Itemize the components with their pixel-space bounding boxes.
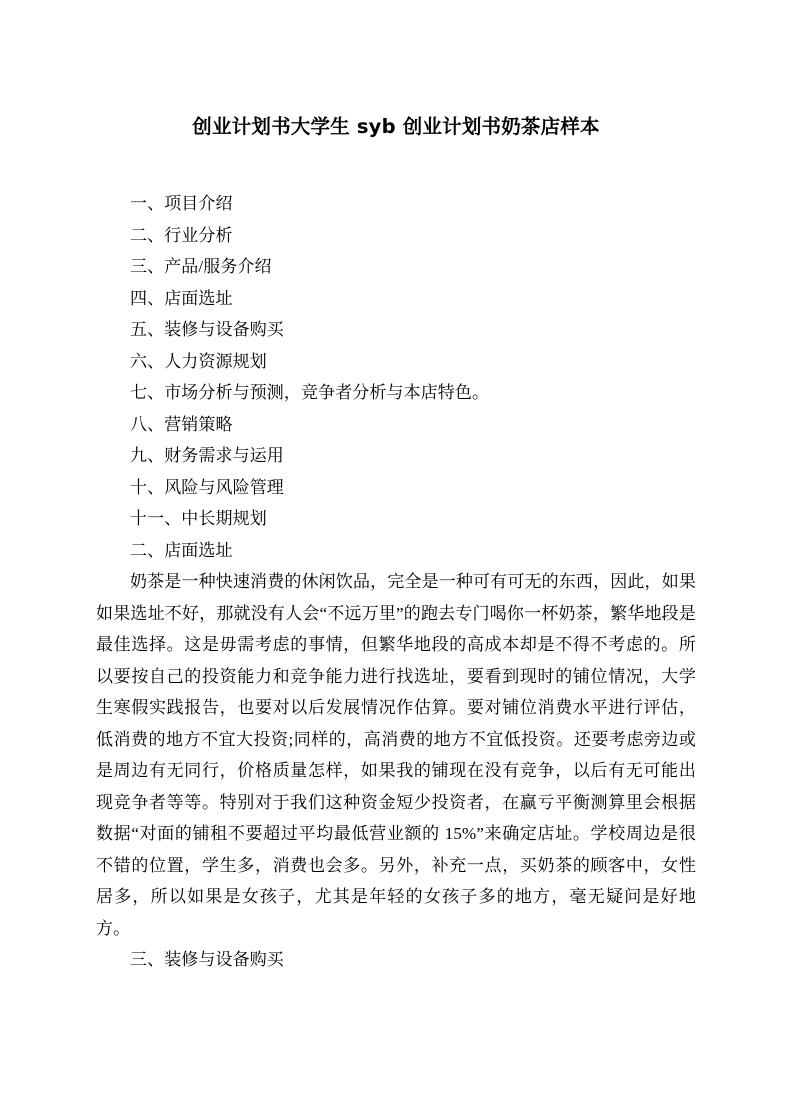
toc-item: 十、风险与风险管理	[130, 477, 284, 497]
toc-item: 十一、中长期规划	[130, 509, 267, 528]
toc-item: 二、行业分析	[130, 225, 233, 245]
section-heading-next: 三、装修与设备购买	[130, 950, 284, 969]
toc-item: 五、装修与设备购买	[130, 320, 284, 339]
toc-item: 六、人力资源规划	[130, 351, 267, 371]
toc-item: 八、营销策略	[130, 414, 233, 434]
body-paragraph: 奶茶是一种快速消费的休闲饮品，完全是一种可有可无的东西，因此，如果如果选址不好，那就没有人会“不远万里”的跑去专门喝你一杯奶茶，繁华地段是最佳选择。这是毋需考虑的事情，但繁华地段的高成本却是不得不考虑的。所以要按自己的投资能力和竞争能力进行找选址，要看到现时的铺位情况，大学生寒假实践报告，也要对以后发展情况作估算。要对铺位消费水平进行评估，低消费的地方不宜大投资;同样的，高消费的地方不宜低投资。还要考虑旁边或是周边有无同行，价格质量怎样，如果我的铺现在没有竞争，以后有无可能出现竞争者等等。特别对于我们这种资金短少投资者，在赢亏平衡测算里会根据数据“对面的铺租不要超过平均最低营业额的 15%”来确定店址。学校周边是很不错的位置，学生多，消费也会多。另外，补充一点，买奶茶的顾客中，女性居多，所以如果是女孩子，尤其是年轻的女孩子多的地方，毫无疑问是好地方。	[96, 572, 696, 938]
toc-item: 七、市场分析与预测，竞争者分析与本店特色。	[130, 383, 490, 402]
toc-item: 三、产品/服务介绍	[130, 257, 272, 276]
toc-item: 四、店面选址	[130, 288, 233, 308]
document-body	[96, 188, 696, 976]
page-title: 创业计划书大学生 syb 创业计划书奶茶店样本	[192, 115, 600, 138]
toc-item: 九、财务需求与运用	[130, 446, 284, 465]
section-heading: 二、店面选址	[130, 540, 233, 560]
toc-item: 一、项目介绍	[130, 194, 233, 213]
